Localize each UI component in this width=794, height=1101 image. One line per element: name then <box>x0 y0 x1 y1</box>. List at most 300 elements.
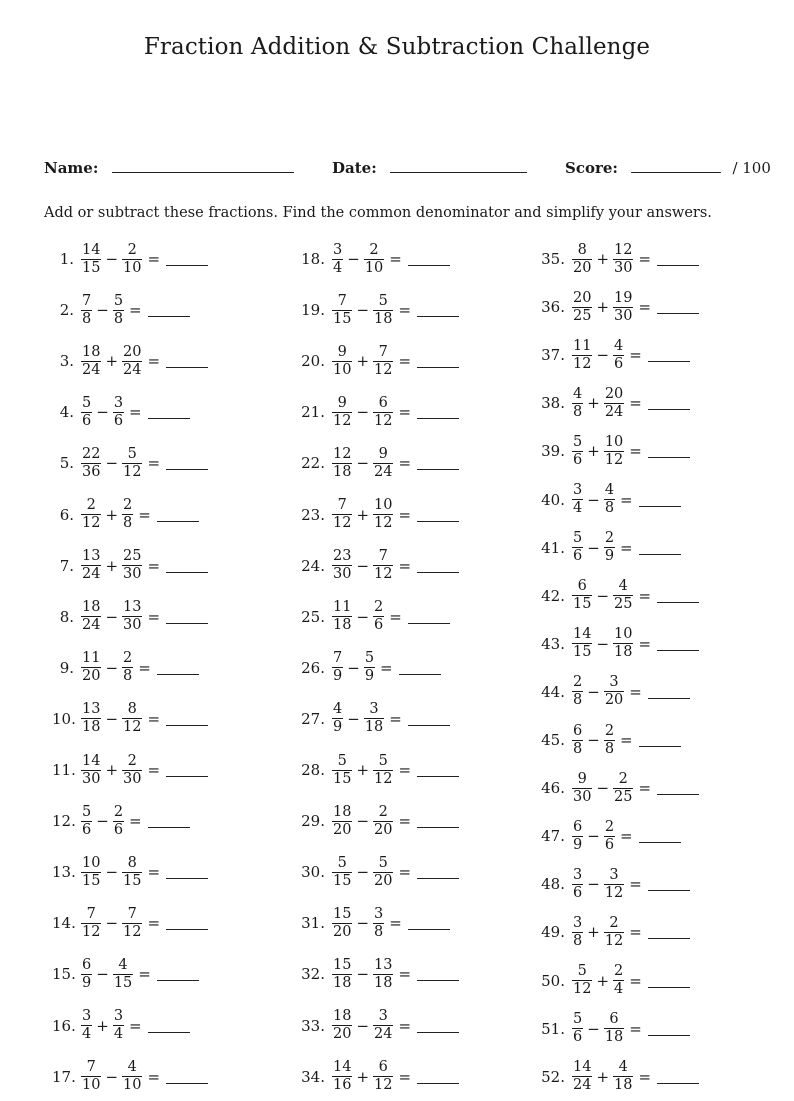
problem-number: 51. <box>541 1019 565 1038</box>
denominator: 20 <box>573 259 592 276</box>
numerator: 14 <box>82 241 101 258</box>
answer-blank[interactable] <box>148 315 190 317</box>
answer-blank[interactable] <box>417 366 459 368</box>
problem-number: 21. <box>301 403 325 422</box>
second-fraction <box>113 957 133 992</box>
denominator: 15 <box>123 872 142 889</box>
problem-number: 11. <box>52 761 76 779</box>
problem-item <box>295 495 459 535</box>
name-blank[interactable] <box>112 160 294 173</box>
first-fraction <box>332 650 343 685</box>
equals-sign: = <box>398 556 412 575</box>
denominator: 20 <box>604 692 624 709</box>
numerator: 7 <box>337 292 347 309</box>
denominator: 12 <box>374 412 393 429</box>
operator: − <box>596 779 610 798</box>
problem-number: 36. <box>541 298 565 317</box>
answer-blank[interactable] <box>657 1082 699 1084</box>
operator: + <box>596 971 610 990</box>
second-fraction <box>122 701 142 736</box>
problem-item <box>52 852 208 892</box>
operator: − <box>587 827 600 846</box>
second-fraction <box>113 293 124 328</box>
denominator: 15 <box>573 644 592 661</box>
numerator: 2 <box>127 752 137 769</box>
problem-number: 46. <box>541 779 565 798</box>
first-fraction <box>81 1008 92 1043</box>
first-fraction <box>572 242 592 277</box>
answer-blank[interactable] <box>648 937 690 939</box>
denominator: 9 <box>333 719 343 736</box>
numerator: 3 <box>573 482 583 498</box>
denominator: 4 <box>82 1026 92 1042</box>
answer-blank[interactable] <box>157 979 199 981</box>
denominator: 9 <box>82 974 92 991</box>
equals-sign: = <box>147 556 161 575</box>
operator: − <box>587 538 600 557</box>
numerator: 3 <box>609 674 619 691</box>
denominator: 6 <box>374 617 384 634</box>
denominator: 25 <box>614 596 633 613</box>
first-fraction <box>81 242 101 277</box>
answer-blank[interactable] <box>157 520 199 522</box>
problem-item <box>535 961 690 1001</box>
numerator: 6 <box>378 394 388 411</box>
denominator: 30 <box>614 307 633 324</box>
problem-item <box>52 750 208 790</box>
problem-number: 31. <box>301 914 325 933</box>
numerator: 14 <box>573 1059 592 1076</box>
operator: + <box>356 1067 370 1086</box>
answer-blank[interactable] <box>148 417 190 419</box>
problem-number: 3. <box>59 352 74 371</box>
answer-blank[interactable] <box>657 601 699 603</box>
operator: − <box>356 1016 370 1035</box>
denominator: 15 <box>82 259 101 276</box>
first-fraction <box>572 915 583 950</box>
denominator: 9 <box>573 836 583 853</box>
second-fraction <box>604 434 624 469</box>
operator: + <box>105 505 119 524</box>
first-fraction <box>81 293 92 328</box>
numerator: 4 <box>618 1059 628 1076</box>
equals-sign: = <box>629 923 642 942</box>
answer-blank[interactable] <box>148 1031 190 1033</box>
answer-blank[interactable] <box>166 775 208 777</box>
score-blank[interactable] <box>631 160 721 173</box>
second-fraction <box>373 753 393 788</box>
answer-blank[interactable] <box>657 649 699 651</box>
second-fraction <box>113 804 124 839</box>
numerator: 14 <box>573 626 592 643</box>
denominator: 8 <box>604 500 615 516</box>
denominator: 18 <box>333 617 352 634</box>
answer-blank[interactable] <box>417 1031 459 1033</box>
second-fraction <box>122 344 142 379</box>
answer-blank[interactable] <box>639 505 681 507</box>
denominator: 12 <box>374 361 393 378</box>
denominator: 24 <box>82 361 101 378</box>
denominator: 16 <box>333 1077 352 1094</box>
denominator: 8 <box>573 932 583 949</box>
operator: − <box>587 682 600 701</box>
numerator: 6 <box>573 818 583 835</box>
equals-sign: = <box>629 875 642 894</box>
second-fraction <box>613 626 633 661</box>
answer-blank[interactable] <box>166 877 208 879</box>
denominator: 24 <box>573 1077 592 1094</box>
answer-blank[interactable] <box>417 877 459 879</box>
problem-number: 16. <box>52 1016 76 1035</box>
numerator: 6 <box>573 722 583 739</box>
equals-sign: = <box>638 1067 652 1086</box>
answer-blank[interactable] <box>657 312 699 314</box>
denominator: 18 <box>364 719 384 736</box>
equals-sign: = <box>398 1016 412 1035</box>
first-fraction <box>572 771 592 806</box>
problem-number: 49. <box>541 923 565 942</box>
problem-number: 9. <box>59 658 74 677</box>
answer-blank[interactable] <box>648 456 690 458</box>
denominator: 4 <box>573 500 583 516</box>
denominator: 6 <box>573 548 583 565</box>
answer-blank[interactable] <box>408 928 450 930</box>
equals-sign: = <box>147 863 161 882</box>
equals-sign: = <box>629 394 642 413</box>
second-fraction <box>613 242 633 277</box>
denominator: 12 <box>374 1077 393 1094</box>
second-fraction <box>364 701 384 736</box>
first-fraction <box>332 344 352 379</box>
problem-number: 30. <box>301 863 325 882</box>
equals-sign: = <box>398 352 412 371</box>
answer-blank[interactable] <box>639 745 681 747</box>
first-fraction <box>332 804 352 839</box>
problem-number: 41. <box>541 538 565 557</box>
equals-sign: = <box>147 761 161 779</box>
numerator: 7 <box>378 548 388 565</box>
answer-blank[interactable] <box>417 1082 459 1084</box>
first-fraction <box>572 290 592 325</box>
numerator: 2 <box>123 650 133 667</box>
first-fraction <box>332 1059 352 1094</box>
score-label: Score: <box>565 159 618 177</box>
denominator: 10 <box>123 259 142 276</box>
problem-number: 39. <box>541 442 565 461</box>
operator: − <box>105 607 119 626</box>
answer-blank[interactable] <box>417 979 459 981</box>
answer-blank[interactable] <box>399 673 441 675</box>
problem-item <box>295 699 450 739</box>
problem-item <box>535 335 690 375</box>
denominator: 12 <box>82 515 101 531</box>
answer-blank[interactable] <box>166 468 208 470</box>
denominator: 30 <box>82 770 101 787</box>
answer-blank[interactable] <box>408 622 450 624</box>
numerator: 19 <box>614 289 633 306</box>
denominator: 25 <box>614 788 633 805</box>
denominator: 20 <box>374 821 393 838</box>
numerator: 2 <box>614 963 624 979</box>
name-label: Name: <box>44 159 99 177</box>
numerator: 5 <box>82 803 92 820</box>
equals-sign: = <box>380 658 393 677</box>
second-fraction <box>613 963 624 998</box>
operator: − <box>96 965 109 984</box>
operator: − <box>356 301 370 320</box>
denominator: 12 <box>123 923 142 940</box>
numerator: 11 <box>333 599 352 616</box>
equals-sign: = <box>398 301 412 320</box>
operator: − <box>347 658 360 677</box>
numerator: 2 <box>604 722 615 739</box>
date-blank[interactable] <box>390 160 527 173</box>
equals-sign: = <box>147 250 161 268</box>
numerator: 5 <box>378 854 388 871</box>
first-fraction <box>81 497 101 532</box>
numerator: 2 <box>113 803 124 820</box>
numerator: 6 <box>378 1059 388 1076</box>
numerator: 3 <box>374 905 384 922</box>
numerator: 7 <box>82 292 92 309</box>
equals-sign: = <box>629 442 642 461</box>
answer-blank[interactable] <box>166 1082 208 1084</box>
operator: − <box>587 731 600 749</box>
denominator: 20 <box>333 923 352 940</box>
denominator: 12 <box>333 515 352 531</box>
denominator: 6 <box>604 836 615 853</box>
problem-item <box>535 576 699 616</box>
score-total: / 100 <box>732 159 771 177</box>
answer-blank[interactable] <box>657 264 699 266</box>
denominator: 30 <box>573 788 592 805</box>
answer-blank[interactable] <box>657 793 699 795</box>
numerator: 6 <box>82 956 92 973</box>
answer-blank[interactable] <box>417 775 459 777</box>
answer-blank[interactable] <box>417 826 459 828</box>
denominator: 9 <box>604 548 615 565</box>
numerator: 2 <box>127 241 137 258</box>
answer-blank[interactable] <box>639 553 681 555</box>
numerator: 8 <box>127 701 137 718</box>
denominator: 18 <box>333 974 352 991</box>
denominator: 8 <box>113 310 124 327</box>
problem-number: 47. <box>541 827 565 846</box>
problem-item <box>295 648 441 688</box>
second-fraction <box>604 386 624 421</box>
answer-blank[interactable] <box>166 264 208 266</box>
second-fraction <box>373 344 393 379</box>
problem-item <box>295 1057 459 1097</box>
problem-number: 17. <box>52 1067 76 1086</box>
problem-number: 48. <box>541 875 565 894</box>
problem-number: 12. <box>52 812 76 831</box>
problem-item <box>52 1057 208 1097</box>
operator: − <box>105 1067 119 1086</box>
problem-number: 42. <box>541 586 565 605</box>
denominator: 12 <box>82 923 101 940</box>
problem-item <box>535 1057 699 1097</box>
first-fraction <box>332 599 352 634</box>
numerator: 4 <box>604 482 615 498</box>
equals-sign: = <box>629 682 642 701</box>
equals-sign: = <box>398 1067 412 1086</box>
problem-item <box>52 597 208 637</box>
answer-blank[interactable] <box>166 366 208 368</box>
denominator: 10 <box>364 259 384 276</box>
numerator: 7 <box>86 905 96 922</box>
second-fraction <box>122 650 133 685</box>
denominator: 24 <box>604 403 624 420</box>
second-fraction <box>373 804 393 839</box>
operator: − <box>105 454 119 473</box>
operator: − <box>105 863 119 882</box>
numerator: 5 <box>573 530 583 547</box>
answer-blank[interactable] <box>166 571 208 573</box>
denominator: 30 <box>614 259 633 276</box>
denominator: 18 <box>614 644 633 661</box>
numerator: 13 <box>82 548 101 565</box>
problem-number: 1. <box>59 250 74 268</box>
problem-item <box>295 750 459 790</box>
answer-blank[interactable] <box>148 826 190 828</box>
first-fraction <box>81 804 92 839</box>
numerator: 9 <box>577 770 587 787</box>
numerator: 9 <box>378 445 388 462</box>
equals-sign: = <box>398 812 412 831</box>
equals-sign: = <box>638 634 652 653</box>
equals-sign: = <box>629 1019 642 1038</box>
answer-blank[interactable] <box>648 408 690 410</box>
numerator: 3 <box>333 241 343 258</box>
numerator: 5 <box>337 854 347 871</box>
second-fraction <box>122 548 142 583</box>
second-fraction <box>122 497 133 532</box>
problem-item <box>295 1006 459 1046</box>
equals-sign: = <box>638 586 652 605</box>
answer-blank[interactable] <box>648 697 690 699</box>
second-fraction <box>613 771 633 806</box>
problem-number: 4. <box>59 403 74 422</box>
answer-blank[interactable] <box>166 622 208 624</box>
problem-number: 25. <box>301 607 325 626</box>
answer-blank[interactable] <box>417 417 459 419</box>
operator: − <box>356 863 370 882</box>
problem-number: 24. <box>301 556 325 575</box>
problem-item <box>52 341 208 381</box>
problem-item <box>535 816 681 856</box>
second-fraction <box>613 290 633 325</box>
numerator: 5 <box>577 963 587 979</box>
operator: + <box>587 923 600 942</box>
first-fraction <box>81 395 92 430</box>
answer-blank[interactable] <box>166 724 208 726</box>
denominator: 12 <box>123 719 142 736</box>
operator: + <box>356 352 370 371</box>
equals-sign: = <box>389 914 402 933</box>
operator: − <box>105 250 119 268</box>
numerator: 3 <box>573 866 583 883</box>
problem-number: 20. <box>301 352 325 371</box>
problem-number: 13. <box>52 863 76 882</box>
second-fraction <box>373 395 393 430</box>
operator: − <box>96 812 109 831</box>
answer-blank[interactable] <box>408 724 450 726</box>
equals-sign: = <box>638 298 652 317</box>
equals-sign: = <box>147 709 161 728</box>
equals-sign: = <box>620 827 633 846</box>
denominator: 9 <box>364 668 375 685</box>
equals-sign: = <box>638 779 652 798</box>
problem-item <box>535 624 699 664</box>
first-fraction <box>81 1059 101 1094</box>
numerator: 8 <box>127 854 137 871</box>
numerator: 2 <box>618 770 628 787</box>
instructions: Add or subtract these fractions. Find the common denominator and simplify your answers. <box>44 205 712 221</box>
answer-blank[interactable] <box>417 468 459 470</box>
first-fraction <box>332 701 343 736</box>
answer-blank[interactable] <box>417 571 459 573</box>
numerator: 20 <box>573 289 592 306</box>
numerator: 5 <box>573 433 583 450</box>
numerator: 13 <box>123 599 142 616</box>
answer-blank[interactable] <box>166 928 208 930</box>
equals-sign: = <box>138 658 151 677</box>
operator: − <box>356 914 370 933</box>
denominator: 20 <box>333 821 352 838</box>
denominator: 12 <box>333 412 352 429</box>
second-fraction <box>373 497 393 532</box>
denominator: 15 <box>82 872 101 889</box>
problem-number: 8. <box>59 607 74 626</box>
numerator: 18 <box>82 599 101 616</box>
numerator: 10 <box>82 854 101 871</box>
denominator: 10 <box>333 361 352 378</box>
answer-blank[interactable] <box>157 673 199 675</box>
numerator: 8 <box>577 241 587 258</box>
problem-item <box>52 1006 190 1046</box>
answer-blank[interactable] <box>417 520 459 522</box>
denominator: 18 <box>614 1077 633 1094</box>
denominator: 6 <box>82 412 92 429</box>
answer-blank[interactable] <box>648 1034 690 1036</box>
problem-number: 26. <box>301 658 325 677</box>
first-fraction <box>572 674 583 709</box>
equals-sign: = <box>147 454 161 473</box>
denominator: 18 <box>374 974 393 991</box>
second-fraction <box>373 1008 393 1043</box>
equals-sign: = <box>389 250 402 268</box>
denominator: 8 <box>123 668 133 685</box>
problem-number: 6. <box>59 505 74 524</box>
numerator: 3 <box>369 701 379 718</box>
numerator: 11 <box>82 650 101 667</box>
problem-number: 28. <box>301 761 325 779</box>
numerator: 6 <box>577 578 587 595</box>
equals-sign: = <box>147 607 161 626</box>
answer-blank[interactable] <box>648 986 690 988</box>
first-fraction <box>81 599 101 634</box>
answer-blank[interactable] <box>417 315 459 317</box>
answer-blank[interactable] <box>648 889 690 891</box>
answer-blank[interactable] <box>648 360 690 362</box>
answer-blank[interactable] <box>639 841 681 843</box>
first-fraction <box>332 957 352 992</box>
worksheet-title: Fraction Addition & Subtraction Challenge <box>143 34 651 60</box>
equals-sign: = <box>147 914 161 933</box>
answer-blank[interactable] <box>408 264 450 266</box>
second-fraction <box>604 1011 624 1046</box>
